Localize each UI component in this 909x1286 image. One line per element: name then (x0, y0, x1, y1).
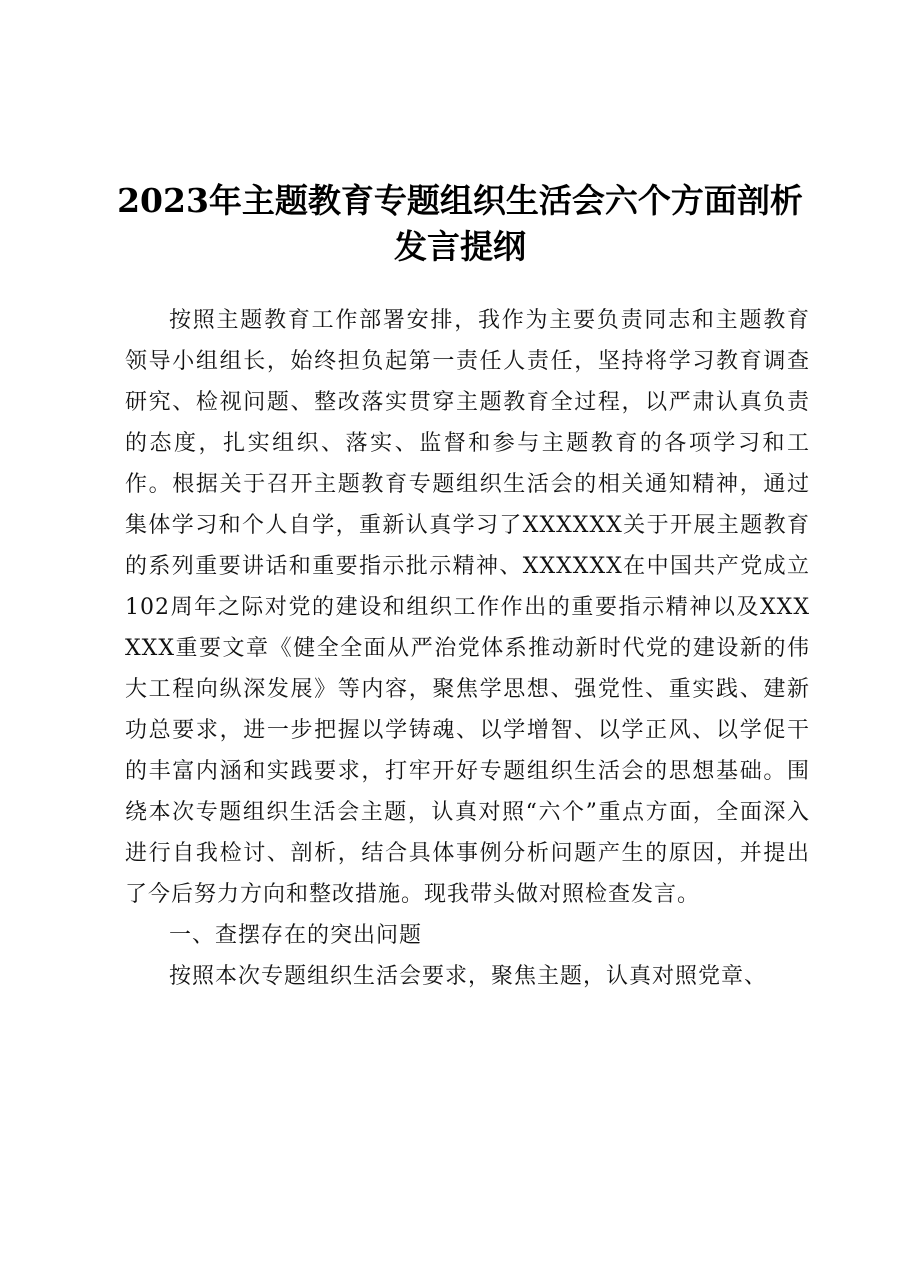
section-heading: 一、查摆存在的突出问题 (169, 923, 423, 948)
intro-paragraph: 按照主题教育工作部署安排，我作为主要负责同志和主题教育领导小组组长，始终担负起第一责任人责任，坚持将学习教育调查研究、检视问题、整改落实贯穿主题教育全过程，以严肃认真负责的态度，扎实组织、落实、监督和参与主题教育的各项学习和工作。根据关于召开主题教育专题组织生活会的相关通知精神，通过集体学习和个人自学，重新认真学习了XXXXXX关于开展主题教育的系列重要讲话和重要指示批示精神、XXXXXX在中国共产党成立102周年之际对党的建设和组织工作作出的重要指示精神以及XXXXXX重要文章《健全全面从严治党体系推动新时代党的建设新的伟大工程向纵深发展》等内容，聚焦学思想、强党性、重实践、建新功总要求，进一步把握以学铸魂、以学增智、以学正风、以学促干的丰富内涵和实践要求，打牢开好专题组织生活会的思想基础。围绕本次专题组织生活会主题，认真对照“六个”重点方面，全面深入进行自我检讨、剖析，结合具体事例分析问题产生的原因，并提出了今后努力方向和整改措施。现我带头做对照检查发言。 (125, 308, 810, 907)
section-paragraph: 按照本次专题组织生活会要求，聚焦主题，认真对照党章、 (169, 964, 768, 989)
document-title: 2023年主题教育专题组织生活会六个方面剖析发言提纲 (117, 181, 803, 266)
document-body (125, 300, 810, 997)
